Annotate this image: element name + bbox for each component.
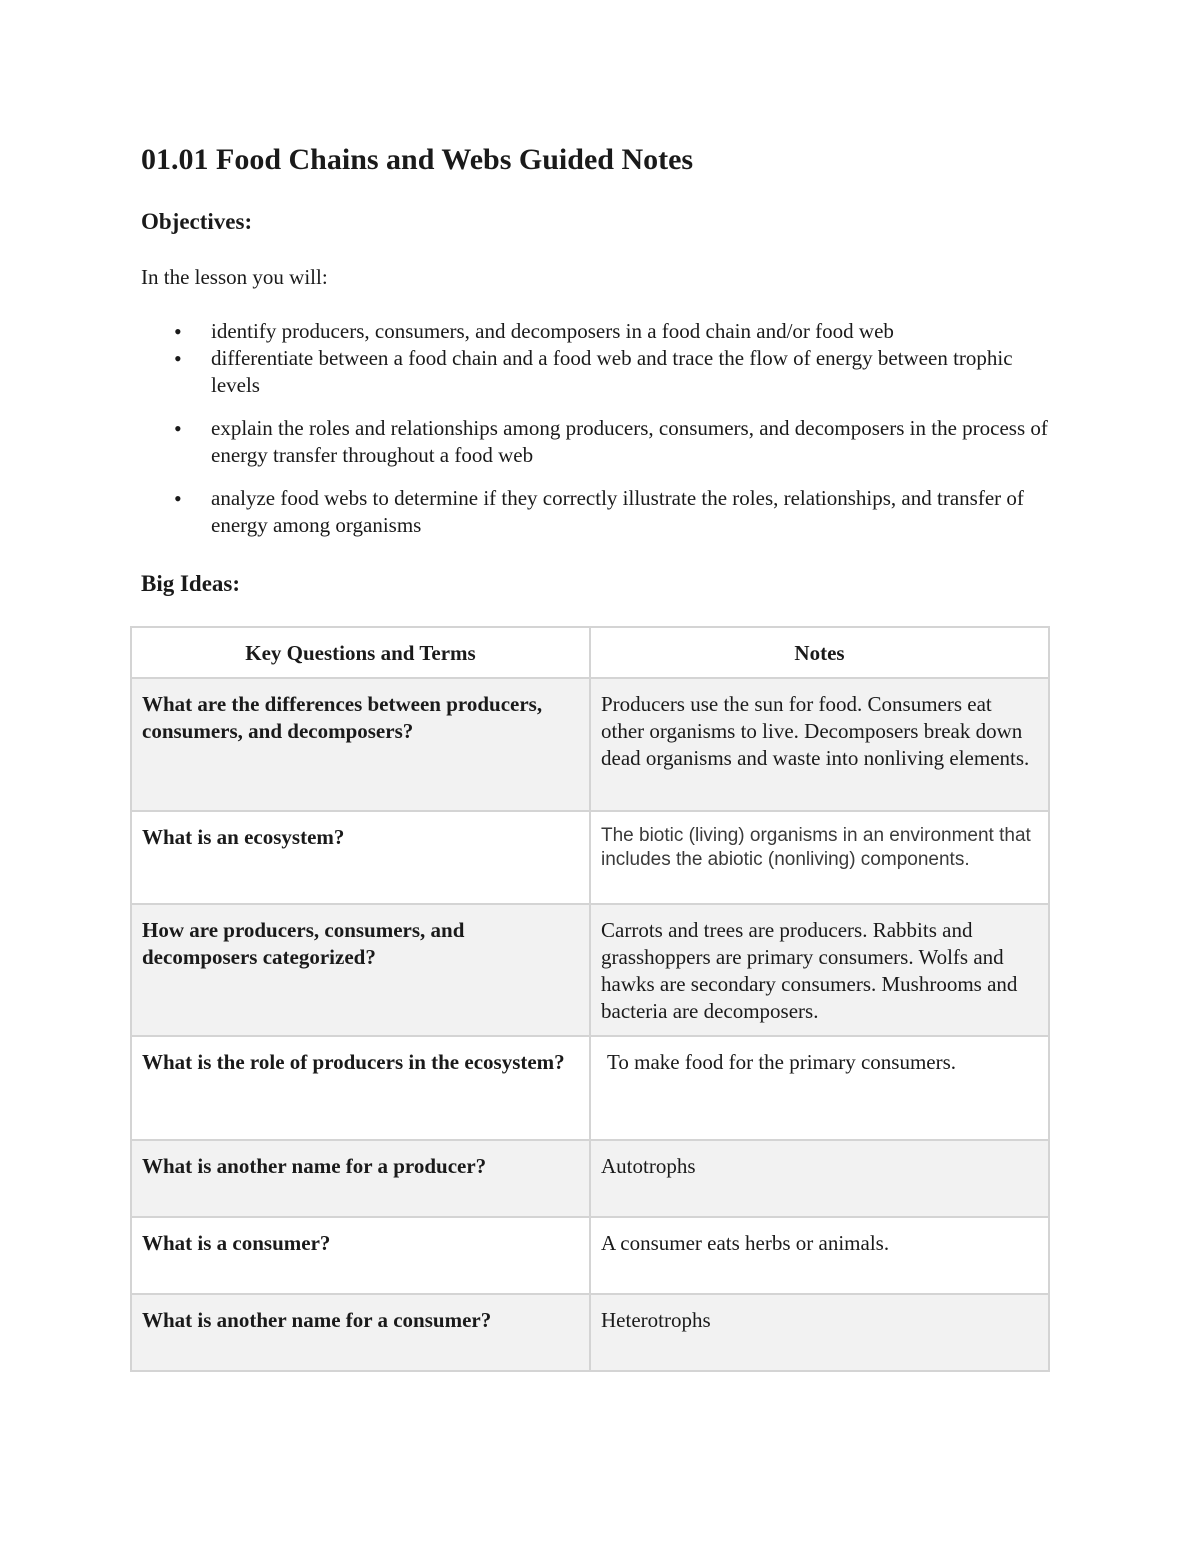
question-cell: What is another name for a consumer? — [131, 1294, 590, 1371]
intro-text: In the lesson you will: — [141, 265, 328, 289]
table-row — [131, 1294, 1049, 1371]
objectives-list — [141, 318, 1056, 539]
note-cell: Autotrophs — [590, 1140, 1049, 1217]
note-cell: The biotic (living) organisms in an environment that includes the abiotic (nonliving) components. — [590, 811, 1049, 904]
notes-table — [130, 626, 1050, 1372]
question-cell: What is the role of producers in the ecosystem? — [131, 1036, 590, 1140]
objective-item: • differentiate between a food chain and a food web and trace the flow of energy between trophic levels — [141, 345, 1056, 399]
table-row — [131, 1036, 1049, 1140]
big-ideas-heading: Big Ideas: — [141, 571, 241, 596]
document-title: 01.01 Food Chains and Webs Guided Notes — [141, 143, 694, 176]
question-cell: What is an ecosystem? — [131, 811, 590, 904]
table-row — [131, 811, 1049, 904]
objective-item: • analyze food webs to determine if they correctly illustrate the roles, relationships, and transfer of energy among organisms — [141, 485, 1056, 539]
objectives-heading: Objectives: — [141, 209, 253, 234]
note-cell: Producers use the sun for food. Consumers eat other organisms to live. Decomposers break down dead organisms and waste into nonliving elements. — [590, 678, 1049, 811]
column-header-notes: Notes — [590, 627, 1049, 678]
note-cell: To make food for the primary consumers. — [590, 1036, 1049, 1140]
note-cell: Heterotrophs — [590, 1294, 1049, 1371]
question-cell: What is a consumer? — [131, 1217, 590, 1294]
objective-item: • explain the roles and relationships among producers, consumers, and decomposers in the process of energy transfer throughout a food web — [141, 415, 1056, 469]
table-row — [131, 678, 1049, 811]
question-cell: How are producers, consumers, and decomposers categorized? — [131, 904, 590, 1036]
table-row — [131, 1217, 1049, 1294]
note-cell: Carrots and trees are producers. Rabbits and grasshoppers are primary consumers. Wolfs and hawks are secondary consumers. Mushrooms and bacteria are decomposers. — [590, 904, 1049, 1036]
question-cell: What is another name for a producer? — [131, 1140, 590, 1217]
table-row — [131, 1140, 1049, 1217]
objective-item: • identify producers, consumers, and decomposers in a food chain and/or food web — [141, 318, 1056, 345]
table-row — [131, 904, 1049, 1036]
note-cell: A consumer eats herbs or animals. — [590, 1217, 1049, 1294]
column-header-questions: Key Questions and Terms — [131, 627, 590, 678]
question-cell: What are the differences between producers, consumers, and decomposers? — [131, 678, 590, 811]
table-header-row — [131, 627, 1049, 678]
